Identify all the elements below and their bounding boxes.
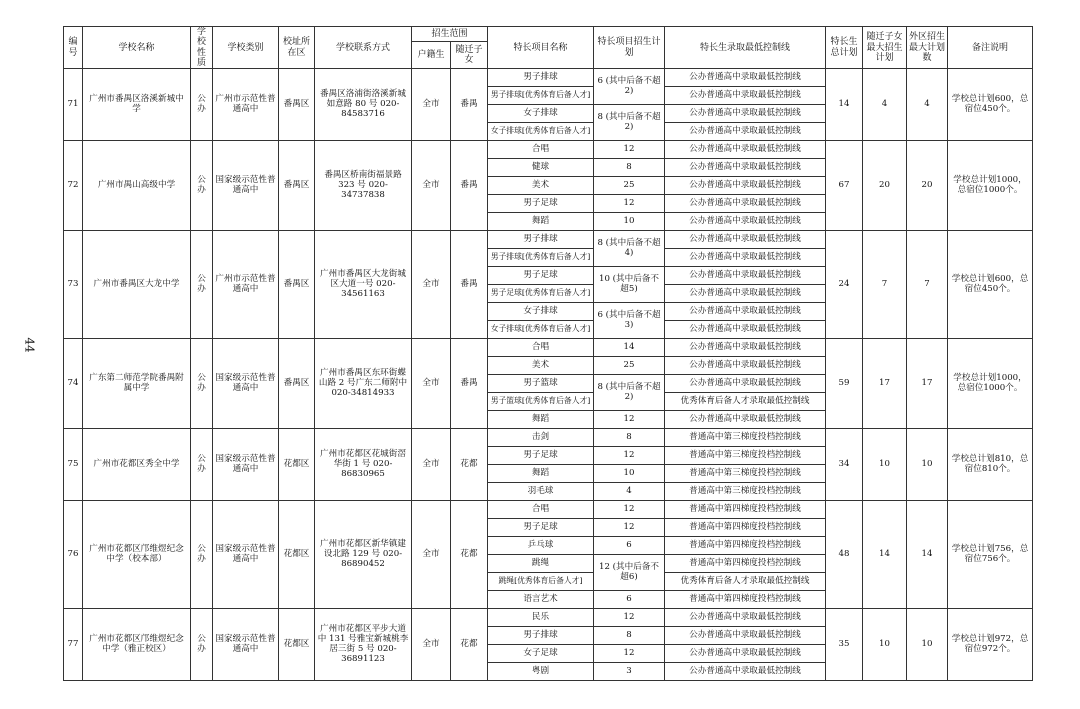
project-line: 公办普通高中录取最低控制线	[665, 249, 826, 267]
migrant-max: 7	[863, 231, 907, 339]
school-name: 广东第二师范学院番禺附属中学	[83, 339, 191, 429]
school-contact: 广州市番禺区东环街蝶山路 2 号广东二师附中 020-34814933	[315, 339, 412, 429]
outside-max: 17	[907, 339, 948, 429]
project-plan: 3	[594, 663, 665, 681]
header-line: 特长生录取最低控制线	[665, 27, 826, 69]
project-plan: 25	[594, 357, 665, 375]
school-no: 72	[64, 141, 83, 231]
header-contact: 学校联系方式	[315, 27, 412, 69]
scope-migrant: 番禺	[451, 231, 488, 339]
project-plan: 12	[594, 195, 665, 213]
header-plan: 特长项目招生计划	[594, 27, 665, 69]
special-total: 35	[826, 609, 863, 681]
school-district: 番禺区	[279, 339, 315, 429]
table-row	[64, 231, 1033, 249]
school-category: 广州市示范性普通高中	[213, 69, 279, 141]
scope-migrant: 花都	[451, 429, 488, 501]
header-scope-migrant: 随迁子女	[451, 41, 488, 69]
header-total: 特长生总计划	[826, 27, 863, 69]
table-row	[64, 339, 1033, 357]
migrant-max: 14	[863, 501, 907, 609]
school-district: 花都区	[279, 501, 315, 609]
project-plan: 10 (其中后备不超5)	[594, 267, 665, 303]
project-name: 健球	[488, 159, 594, 177]
project-plan: 12 (其中后备不超6)	[594, 555, 665, 591]
project-name: 女子排球	[488, 303, 594, 321]
project-line: 公办普通高中录取最低控制线	[665, 159, 826, 177]
school-no: 73	[64, 231, 83, 339]
school-contact: 番禺区桥南街福景路 323 号 020-34737838	[315, 141, 412, 231]
migrant-max: 10	[863, 429, 907, 501]
school-name: 广州市番禺区洛溪新城中学	[83, 69, 191, 141]
project-name: 男子足球	[488, 519, 594, 537]
scope-local: 全市	[412, 429, 451, 501]
project-name: 男子篮球[优秀体育后备人才]	[488, 393, 594, 411]
project-name: 男子排球	[488, 231, 594, 249]
outside-max: 10	[907, 429, 948, 501]
school-contact: 广州市花都区花城街滘华街 1 号 020-86830965	[315, 429, 412, 501]
table-row	[64, 609, 1033, 627]
project-name: 跳绳	[488, 555, 594, 573]
project-plan: 8	[594, 429, 665, 447]
project-line: 公办普通高中录取最低控制线	[665, 267, 826, 285]
project-line: 公办普通高中录取最低控制线	[665, 321, 826, 339]
project-line: 公办普通高中录取最低控制线	[665, 339, 826, 357]
school-contact: 广州市花都区平步大道中 131 号雅宝新城桃李居三街 5 号 020-36891123	[315, 609, 412, 681]
project-name: 合唱	[488, 339, 594, 357]
project-plan: 8	[594, 627, 665, 645]
project-name: 美术	[488, 357, 594, 375]
project-name: 男子排球	[488, 69, 594, 87]
school-nature: 公办	[191, 609, 213, 681]
project-line: 普通高中第四梯度投档控制线	[665, 501, 826, 519]
scope-migrant: 番禺	[451, 141, 488, 231]
project-plan: 12	[594, 519, 665, 537]
scope-local: 全市	[412, 231, 451, 339]
scope-local: 全市	[412, 339, 451, 429]
project-plan: 25	[594, 177, 665, 195]
project-line: 公办普通高中录取最低控制线	[665, 123, 826, 141]
project-line: 普通高中第四梯度投档控制线	[665, 591, 826, 609]
project-name: 合唱	[488, 501, 594, 519]
scope-local: 全市	[412, 141, 451, 231]
project-plan: 12	[594, 609, 665, 627]
project-name: 男子排球[优秀体育后备人才]	[488, 87, 594, 105]
header-scope-local: 户籍生	[412, 41, 451, 69]
project-name: 女子排球[优秀体育后备人才]	[488, 321, 594, 339]
project-line: 普通高中第三梯度投档控制线	[665, 429, 826, 447]
header-remark: 备注说明	[948, 27, 1033, 69]
school-remark: 学校总计划600，总宿位450个。	[948, 231, 1033, 339]
project-line: 普通高中第四梯度投档控制线	[665, 555, 826, 573]
project-plan: 10	[594, 213, 665, 231]
project-plan: 12	[594, 411, 665, 429]
project-plan: 8 (其中后备不超2)	[594, 105, 665, 141]
special-total: 34	[826, 429, 863, 501]
table-header	[64, 27, 1033, 69]
school-contact: 广州市花都区新华镇建设北路 129 号 020-86890452	[315, 501, 412, 609]
project-name: 舞蹈	[488, 213, 594, 231]
school-nature: 公办	[191, 429, 213, 501]
header-scope: 招生范围	[412, 27, 488, 42]
migrant-max: 4	[863, 69, 907, 141]
school-name: 广州市花都区邝维煜纪念中学（校本部）	[83, 501, 191, 609]
project-plan: 6	[594, 537, 665, 555]
project-name: 男子篮球	[488, 375, 594, 393]
project-line: 普通高中第三梯度投档控制线	[665, 465, 826, 483]
header-migrant-max: 随迁子女最大招生计划	[863, 27, 907, 69]
project-name: 男子排球	[488, 627, 594, 645]
school-district: 花都区	[279, 429, 315, 501]
project-name: 民乐	[488, 609, 594, 627]
school-district: 番禺区	[279, 69, 315, 141]
scope-migrant: 番禺	[451, 69, 488, 141]
school-district: 番禺区	[279, 141, 315, 231]
project-line: 公办普通高中录取最低控制线	[665, 645, 826, 663]
enrollment-table	[63, 26, 1033, 681]
outside-max: 7	[907, 231, 948, 339]
school-category: 国家级示范性普通高中	[213, 141, 279, 231]
school-remark: 学校总计划1000，总宿位1000个。	[948, 141, 1033, 231]
school-nature: 公办	[191, 141, 213, 231]
project-name: 击剑	[488, 429, 594, 447]
header-outside-max: 外区招生最大计划数	[907, 27, 948, 69]
outside-max: 20	[907, 141, 948, 231]
scope-migrant: 花都	[451, 501, 488, 609]
school-name: 广州市禺山高级中学	[83, 141, 191, 231]
school-contact: 番禺区洛浦街洛溪新城如意路 80 号 020-84583716	[315, 69, 412, 141]
school-category: 国家级示范性普通高中	[213, 609, 279, 681]
project-line: 公办普通高中录取最低控制线	[665, 285, 826, 303]
project-line: 公办普通高中录取最低控制线	[665, 375, 826, 393]
project-line: 公办普通高中录取最低控制线	[665, 177, 826, 195]
outside-max: 10	[907, 609, 948, 681]
project-plan: 14	[594, 339, 665, 357]
header-project: 特长项目名称	[488, 27, 594, 69]
project-plan: 8	[594, 159, 665, 177]
school-remark: 学校总计划972，总宿位972个。	[948, 609, 1033, 681]
project-name: 男子足球	[488, 447, 594, 465]
project-name: 女子排球[优秀体育后备人才]	[488, 123, 594, 141]
special-total: 14	[826, 69, 863, 141]
special-total: 59	[826, 339, 863, 429]
project-plan: 12	[594, 447, 665, 465]
scope-migrant: 花都	[451, 609, 488, 681]
table-row	[64, 429, 1033, 447]
project-line: 公办普通高中录取最低控制线	[665, 609, 826, 627]
project-name: 合唱	[488, 141, 594, 159]
project-plan: 8 (其中后备不超2)	[594, 375, 665, 411]
scope-local: 全市	[412, 501, 451, 609]
project-plan: 4	[594, 483, 665, 501]
project-plan: 12	[594, 141, 665, 159]
project-plan: 12	[594, 645, 665, 663]
project-line: 普通高中第四梯度投档控制线	[665, 519, 826, 537]
project-line: 公办普通高中录取最低控制线	[665, 141, 826, 159]
school-category: 国家级示范性普通高中	[213, 429, 279, 501]
table-body	[64, 69, 1033, 681]
school-category: 国家级示范性普通高中	[213, 339, 279, 429]
special-total: 48	[826, 501, 863, 609]
project-line: 普通高中第三梯度投档控制线	[665, 447, 826, 465]
header-school-name: 学校名称	[83, 27, 191, 69]
project-line: 公办普通高中录取最低控制线	[665, 663, 826, 681]
migrant-max: 20	[863, 141, 907, 231]
project-line: 普通高中第四梯度投档控制线	[665, 537, 826, 555]
outside-max: 14	[907, 501, 948, 609]
project-name: 舞蹈	[488, 465, 594, 483]
project-name: 男子排球[优秀体育后备人才]	[488, 249, 594, 267]
header-nature: 学校性质	[191, 27, 213, 69]
school-no: 75	[64, 429, 83, 501]
school-no: 71	[64, 69, 83, 141]
header-category: 学校类别	[213, 27, 279, 69]
special-total: 24	[826, 231, 863, 339]
project-name: 羽毛球	[488, 483, 594, 501]
special-total: 67	[826, 141, 863, 231]
project-name: 粤剧	[488, 663, 594, 681]
project-name: 跳绳[优秀体育后备人才]	[488, 573, 594, 591]
school-no: 77	[64, 609, 83, 681]
school-category: 国家级示范性普通高中	[213, 501, 279, 609]
project-plan: 8 (其中后备不超4)	[594, 231, 665, 267]
school-name: 广州市番禺区大龙中学	[83, 231, 191, 339]
school-district: 花都区	[279, 609, 315, 681]
scope-local: 全市	[412, 69, 451, 141]
header-district: 校址所在区	[279, 27, 315, 69]
outside-max: 4	[907, 69, 948, 141]
project-line: 公办普通高中录取最低控制线	[665, 213, 826, 231]
migrant-max: 17	[863, 339, 907, 429]
project-plan: 12	[594, 501, 665, 519]
school-nature: 公办	[191, 231, 213, 339]
school-district: 番禺区	[279, 231, 315, 339]
project-name: 男子足球[优秀体育后备人才]	[488, 285, 594, 303]
school-contact: 广州市番禺区大龙街城区大道一号 020-34561163	[315, 231, 412, 339]
school-remark: 学校总计划810，总宿位810个。	[948, 429, 1033, 501]
header-no: 编号	[64, 27, 83, 69]
school-nature: 公办	[191, 501, 213, 609]
project-name: 乒乓球	[488, 537, 594, 555]
project-plan: 10	[594, 465, 665, 483]
project-line: 公办普通高中录取最低控制线	[665, 195, 826, 213]
school-remark: 学校总计划600，总宿位450个。	[948, 69, 1033, 141]
table-row	[64, 69, 1033, 87]
project-plan: 6 (其中后备不超2)	[594, 69, 665, 105]
project-line: 公办普通高中录取最低控制线	[665, 69, 826, 87]
school-category: 广州市示范性普通高中	[213, 231, 279, 339]
project-name: 美术	[488, 177, 594, 195]
project-plan: 6 (其中后备不超3)	[594, 303, 665, 339]
scope-migrant: 番禺	[451, 339, 488, 429]
project-line: 公办普通高中录取最低控制线	[665, 411, 826, 429]
school-remark: 学校总计划1000，总宿位1000个。	[948, 339, 1033, 429]
project-line: 普通高中第三梯度投档控制线	[665, 483, 826, 501]
school-no: 74	[64, 339, 83, 429]
project-line: 公办普通高中录取最低控制线	[665, 357, 826, 375]
table-row	[64, 141, 1033, 159]
project-plan: 6	[594, 591, 665, 609]
school-no: 76	[64, 501, 83, 609]
project-name: 舞蹈	[488, 411, 594, 429]
project-name: 女子排球	[488, 105, 594, 123]
project-name: 女子足球	[488, 645, 594, 663]
school-nature: 公办	[191, 339, 213, 429]
school-name: 广州市花都区邝维煜纪念中学（雅正校区）	[83, 609, 191, 681]
project-line: 优秀体育后备人才录取最低控制线	[665, 573, 826, 591]
school-remark: 学校总计划756，总宿位756个。	[948, 501, 1033, 609]
project-line: 优秀体育后备人才录取最低控制线	[665, 393, 826, 411]
school-nature: 公办	[191, 69, 213, 141]
migrant-max: 10	[863, 609, 907, 681]
project-line: 公办普通高中录取最低控制线	[665, 105, 826, 123]
project-line: 公办普通高中录取最低控制线	[665, 231, 826, 249]
project-line: 公办普通高中录取最低控制线	[665, 87, 826, 105]
page-number: 44	[22, 337, 37, 353]
table-row	[64, 501, 1033, 519]
school-name: 广州市花都区秀全中学	[83, 429, 191, 501]
project-name: 语言艺术	[488, 591, 594, 609]
scope-local: 全市	[412, 609, 451, 681]
project-line: 公办普通高中录取最低控制线	[665, 627, 826, 645]
project-line: 公办普通高中录取最低控制线	[665, 303, 826, 321]
project-name: 男子足球	[488, 267, 594, 285]
project-name: 男子足球	[488, 195, 594, 213]
